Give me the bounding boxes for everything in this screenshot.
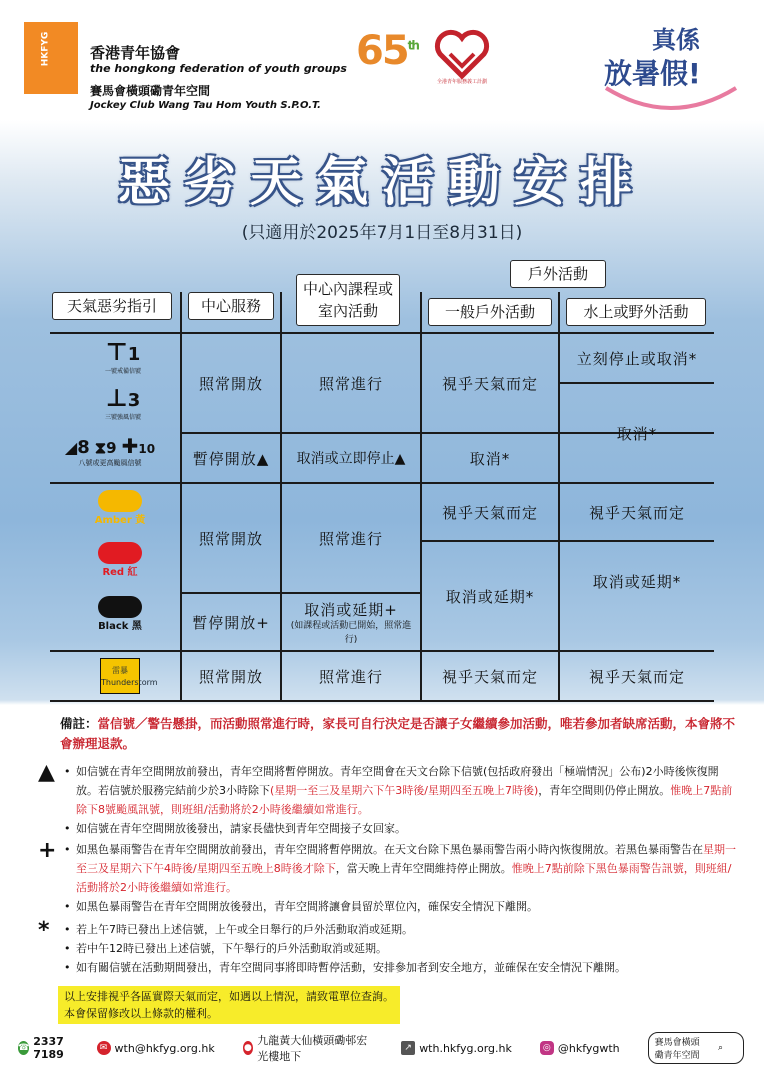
t8-centre: 暫停開放▲ bbox=[192, 449, 270, 468]
header-signal: 天氣惡劣指引 bbox=[52, 292, 172, 320]
thunder-indoor: 照常進行 bbox=[318, 667, 383, 686]
signal-t3-icon: ⊥3 三號強風信號 bbox=[104, 384, 141, 421]
amber-outdoor-general: 視乎天氣而定 bbox=[441, 503, 538, 522]
search-box[interactable]: 賽馬會橫頭磡青年空間 ⌕ bbox=[648, 1032, 744, 1064]
thunder-centre: 照常開放 bbox=[198, 667, 263, 686]
red-label: Red 紅 bbox=[102, 567, 138, 578]
asterisk-section: • 若上午7時已發出上述信號，上午或全日舉行的戶外活動取消或延期。 • 若中午12時已發出上述信號，下午舉行的戶外活動取消或延期。 • 如有關信號在活動期間發出，青年空間同事將即時暫停活動，安排參加者到安全地方，並確保在安全情況下離開。 bbox=[60, 920, 740, 977]
asterisk-icon: * bbox=[38, 918, 50, 943]
red-black-outdoor-general: 取消或延期* bbox=[445, 587, 535, 606]
signal-t1-icon: ⊤1 一號戒備信號 bbox=[104, 338, 141, 375]
location-icon: ● bbox=[244, 1043, 252, 1053]
t8-indoor: 取消或立即停止▲ bbox=[296, 451, 406, 467]
instagram-link[interactable]: ◎ @hkfygwth bbox=[540, 1041, 634, 1055]
t1-outdoor-water: 立刻停止或取消* bbox=[576, 349, 698, 368]
t3-t8-outdoor-water: 取消* bbox=[616, 424, 658, 443]
black-rain-icon bbox=[98, 596, 142, 618]
centre-name-en: Jockey Club Wang Tau Hom Youth S.P.O.T. bbox=[90, 100, 321, 111]
anniversary-logo: 65th bbox=[356, 28, 418, 74]
red-rain-icon bbox=[98, 542, 142, 564]
plus-section: • 如黑色暴雨警告在青年空間開放前發出，青年空間將暫停開放。在天文台除下黑色暴雨警告兩小時內恢復開放。若黑色暴雨警告在星期一至三及星期六下午4時後/星期四至五晚上8時後才除下，當天晚上青年空間維持停止開放。惟晚上7點前除下黑色暴雨警告訊號，則班組/活動將於2小時後繼續如常進行。 • 如黑色暴雨警告在青年空間開放後發出，青年空間將讓會員留於單位內，確保安全情況下離開。 bbox=[60, 840, 740, 916]
t1t3-outdoor-general: 視乎天氣而定 bbox=[441, 374, 538, 393]
amber-red-indoor: 照常進行 bbox=[318, 529, 383, 548]
thunder-outdoor-general: 視乎天氣而定 bbox=[441, 667, 538, 686]
centre-name-zh: 賽馬會橫頭磡青年空間 bbox=[90, 84, 211, 98]
signal-t8-icon: ◢8 ⧗9 ✚10 八號或更高颱風信號 bbox=[64, 434, 156, 467]
heart-icon bbox=[432, 28, 492, 80]
black-label: Black 黑 bbox=[98, 621, 142, 632]
header-outdoor: 戶外活動 bbox=[510, 260, 606, 288]
t1t3-centre: 照常開放 bbox=[198, 374, 263, 393]
thunderstorm-icon: 雷暴 Thunderstorm bbox=[100, 658, 140, 694]
black-indoor: 取消或延期+ bbox=[304, 600, 398, 619]
black-centre: 暫停開放+ bbox=[192, 613, 270, 632]
plus-icon: + bbox=[38, 838, 57, 863]
page-title: 惡劣天氣活動安排 bbox=[117, 153, 646, 213]
promo-line2: 放暑假! bbox=[604, 57, 701, 90]
amber-outdoor-water: 視乎天氣而定 bbox=[588, 503, 685, 522]
header-outdoor-water: 水上或野外活動 bbox=[566, 298, 706, 326]
highlight-notice: 以上安排視乎各區實際天氣而定，如遇以上情況，請致電單位查詢。 本會保留修改以上條款的權利。 bbox=[58, 986, 400, 1024]
remarks: 備註：當信號／警告懸掛，而活動照常進行時，家長可自行決定是否讓子女繼續參加活動，唯若參加者缺席活動，本會將不會辦理退款。 bbox=[60, 716, 736, 751]
amber-red-centre: 照常開放 bbox=[198, 529, 263, 548]
red-black-outdoor-water: 取消或延期* bbox=[592, 572, 682, 591]
footer bbox=[18, 1034, 758, 1063]
hkfyg-logo: HKFYG bbox=[24, 22, 78, 94]
black-indoor-note: (如課程或活動已開始，照常進行) bbox=[290, 621, 412, 645]
phone-contact[interactable]: ☎ 2337 7189 bbox=[18, 1035, 64, 1061]
t1t3-indoor: 照常進行 bbox=[318, 374, 383, 393]
triangle-section: • 如信號在青年空間開放前發出，青年空間將暫停開放。青年空間會在天文台除下信號(包括政府發出「極端情況」公布)2小時後恢復開放。若信號於服務完結前少於3小時除下(星期一至三及星期六下午3時後/星期四至五晚上7時後)，青年空間則仍停止開放。惟晚上7點前除下8號颱風訊號，則班組/活動將於2小時後繼續如常進行。 • 如信號在青年空間開放後發出，請家長儘快到青年空間接子女回家。 bbox=[60, 762, 740, 838]
subtitle: (只適用於2025年7月1日至8月31日) bbox=[241, 223, 523, 243]
email-contact[interactable]: ✉ wth@hkfyg.org.hk bbox=[97, 1041, 229, 1055]
search-icon: ⌕ bbox=[717, 1043, 723, 1053]
grid-line bbox=[50, 700, 714, 702]
address: ● 九龍黃大仙橫頭磡邨宏光樓地下 bbox=[244, 1034, 368, 1063]
amber-rain-icon bbox=[98, 490, 142, 512]
web-icon: ↗ bbox=[401, 1041, 415, 1055]
header-centre: 中心服務 bbox=[188, 292, 274, 320]
thunder-outdoor-water: 視乎天氣而定 bbox=[588, 667, 685, 686]
header-indoor: 中心內課程或室內活動 bbox=[296, 274, 400, 326]
triangle-icon: ▲ bbox=[38, 760, 55, 785]
email-icon: ✉ bbox=[97, 1041, 111, 1055]
t8-outdoor-general: 取消* bbox=[469, 449, 511, 468]
header-outdoor-general: 一般戶外活動 bbox=[428, 298, 552, 326]
org-name-zh: 香港青年協會 bbox=[90, 44, 181, 62]
amber-label: Amber 黃 bbox=[94, 515, 146, 526]
phone-icon: ☎ bbox=[18, 1043, 30, 1053]
promo-line1: 真係 bbox=[652, 26, 700, 54]
instagram-icon: ◎ bbox=[540, 1041, 554, 1055]
website-link[interactable]: ↗ wth.hkfyg.org.hk bbox=[401, 1041, 526, 1055]
org-name-en: the hongkong federation of youth groups bbox=[90, 62, 347, 75]
heart-caption: 全港青年服務義工計劃 bbox=[436, 79, 487, 85]
